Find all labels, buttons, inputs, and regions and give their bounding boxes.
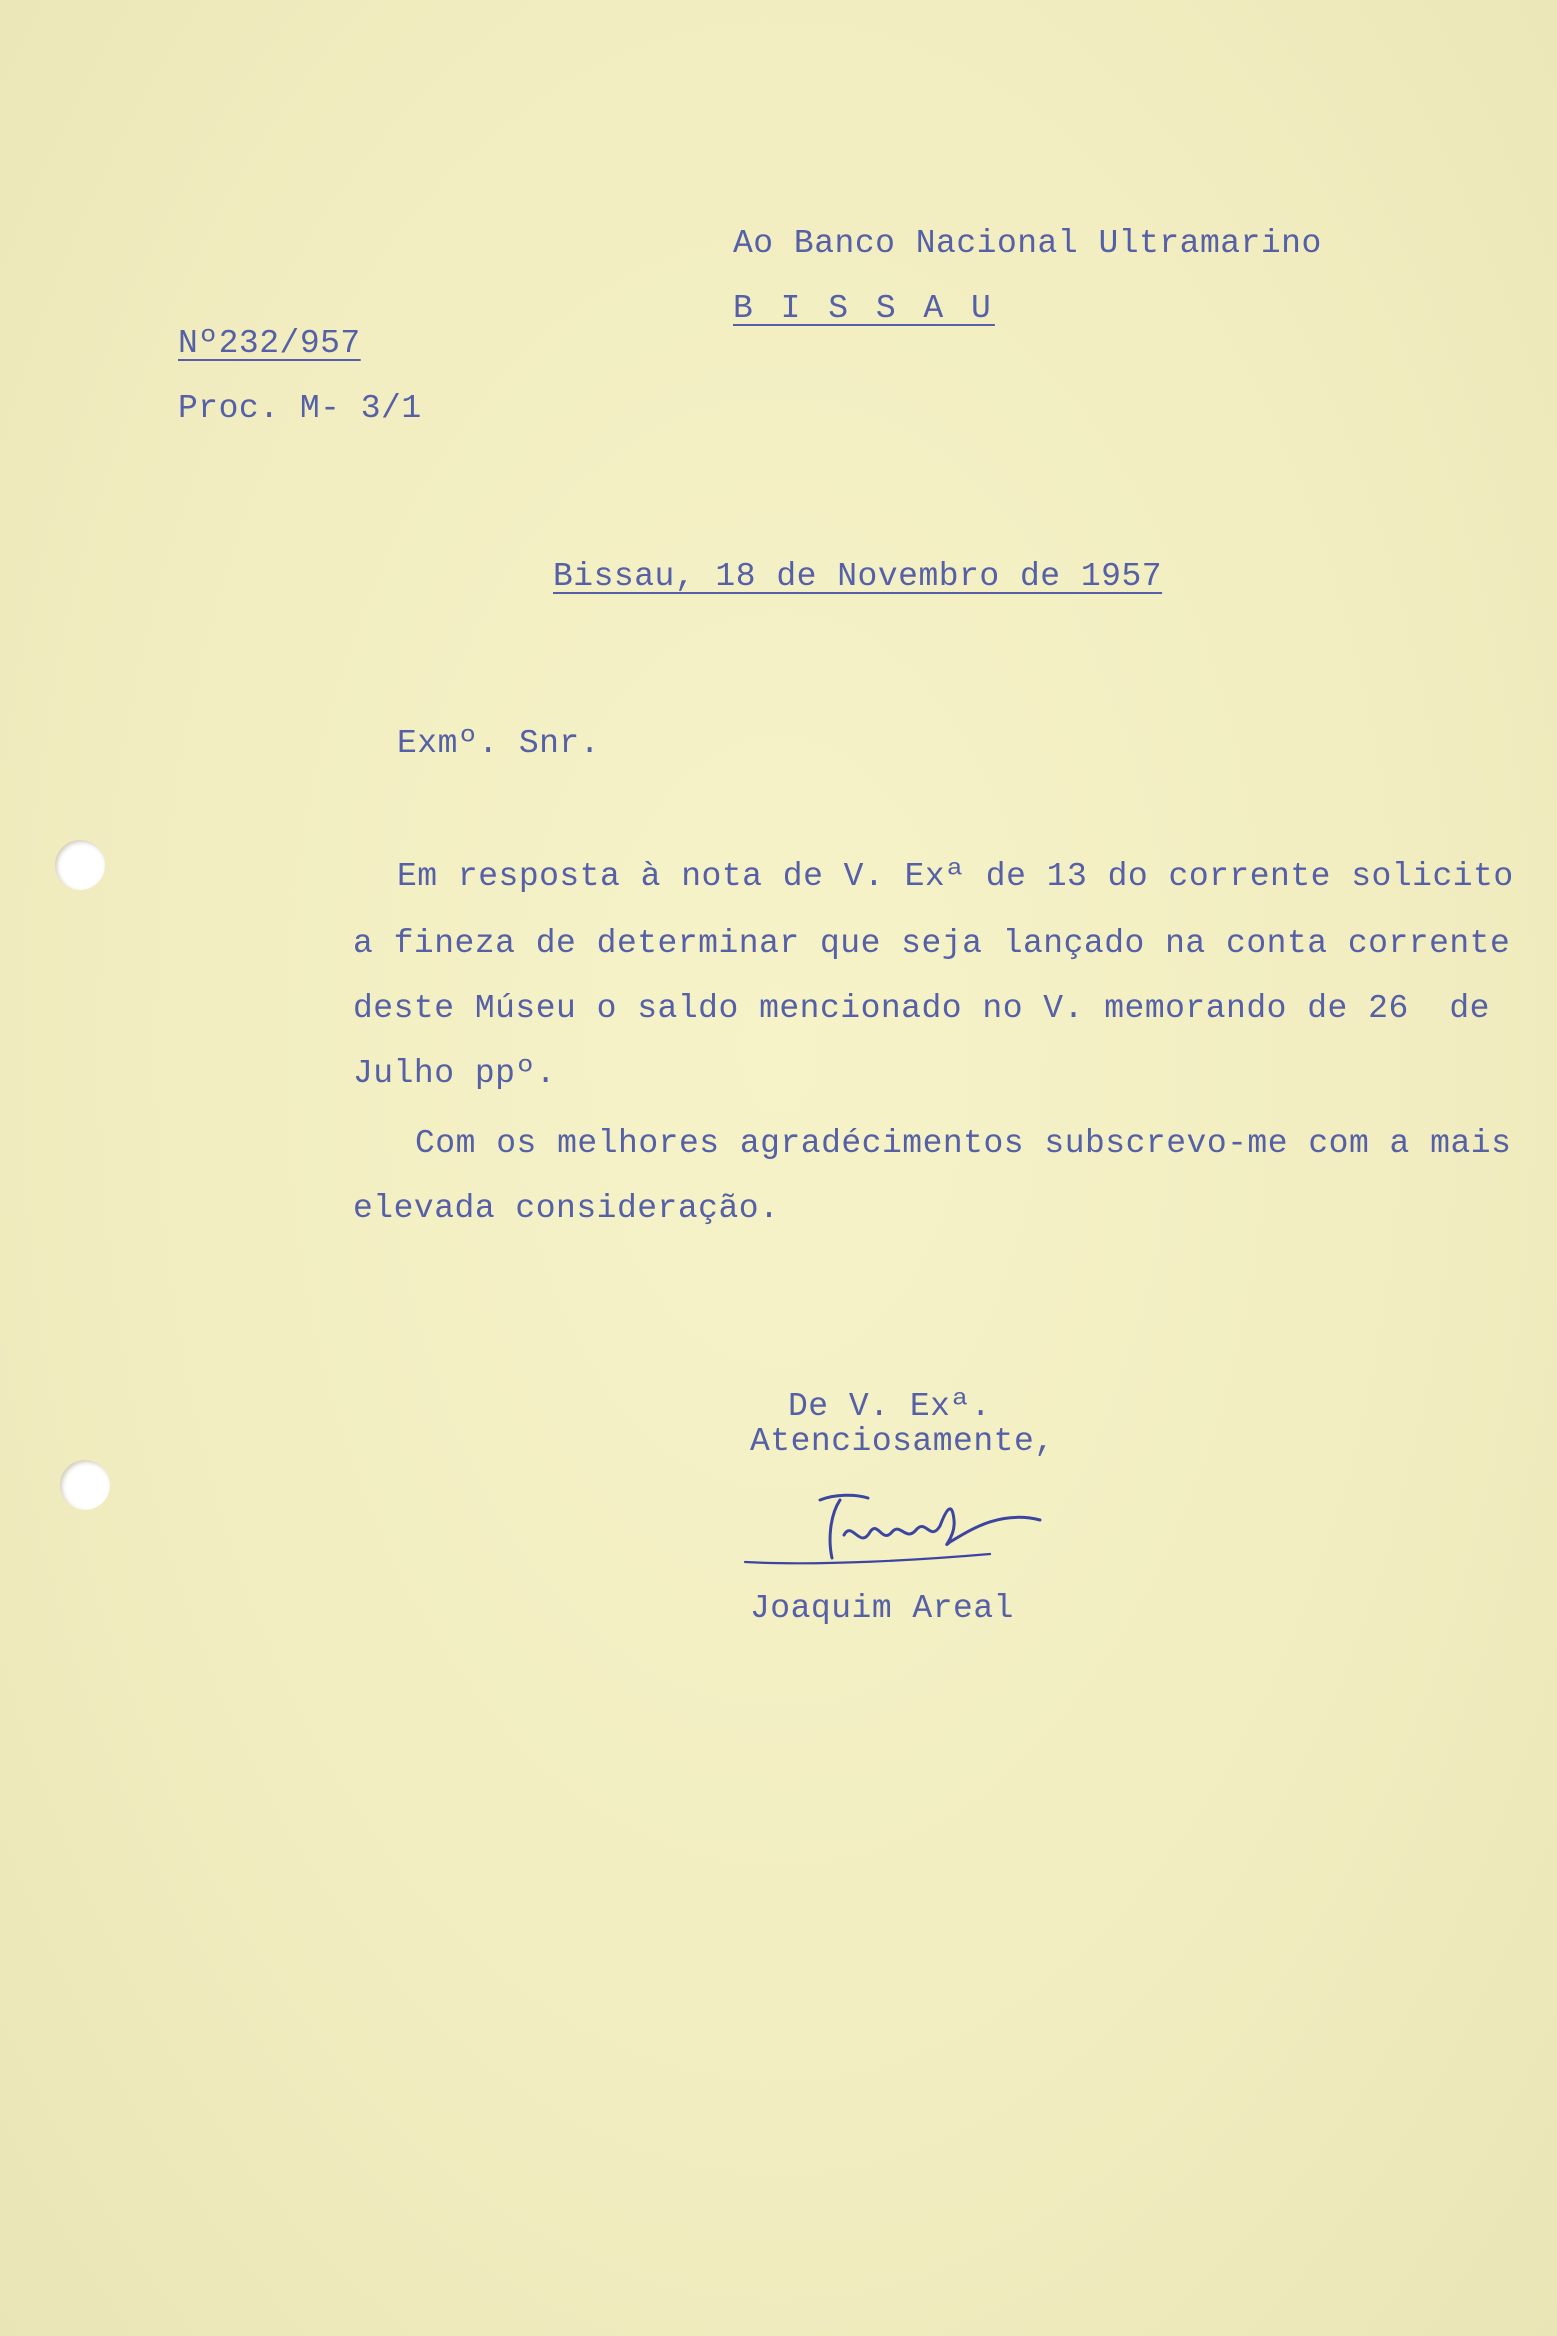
closing-line-1: Com os melhores agradécimentos subscrevo-me com a mais [415,1125,1512,1162]
punch-hole-top [55,840,105,890]
recipient-line: Ao Banco Nacional Ultramarino [733,225,1322,262]
closing-line-2: elevada consideração. [353,1190,780,1227]
body-line-2: a fineza de determinar que seja lançado na conta corrente [353,925,1511,962]
body-line-1: Em resposta à nota de V. Exª de 13 do corrente solicito [397,858,1514,895]
process-number: Proc. M- 3/1 [178,390,422,427]
body-line-4: Julho ppº. [353,1055,557,1092]
reference-number: Nº232/957 [178,325,361,362]
punch-hole-bottom [60,1460,110,1510]
signoff-line-2: Atenciosamente, [750,1423,1055,1460]
place-date: Bissau, 18 de Novembro de 1957 [553,558,1163,595]
salutation: Exmº. Snr. [397,725,601,762]
body-line-3: deste Múseu o saldo mencionado no V. memorando de 26 de [353,990,1490,1027]
handwritten-signature [740,1480,1060,1590]
recipient-city: B I S S A U [733,290,995,327]
signoff-line-1: De V. Exª. [788,1388,992,1425]
signatory-name: Joaquim Areal [750,1590,1014,1627]
